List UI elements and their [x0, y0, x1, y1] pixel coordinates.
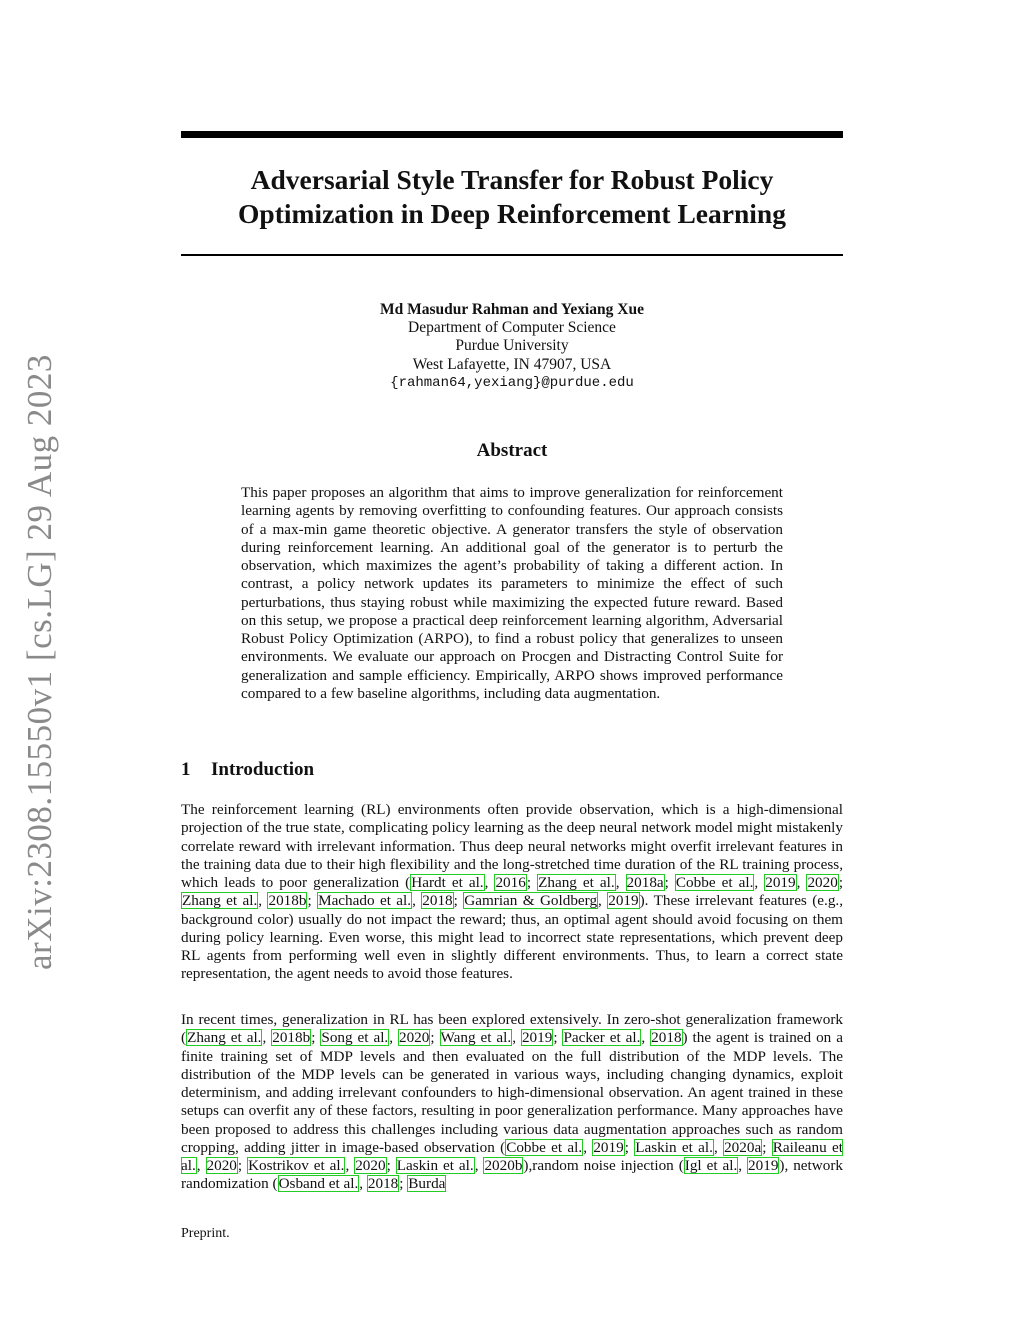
citation-link[interactable]: 2016 [495, 874, 526, 891]
text-run: ; [399, 1175, 408, 1193]
citation-link[interactable]: 2020 [355, 1157, 386, 1174]
section-number: 1 [181, 759, 191, 780]
text-run: ; [311, 1029, 321, 1047]
abstract-heading: Abstract [476, 440, 548, 461]
citation-link[interactable]: 2018 [651, 1029, 682, 1047]
text-run: , [474, 1157, 484, 1174]
citation-link[interactable]: Cobbe et al. [506, 1138, 583, 1156]
intro-paragraph-2 [181, 1011, 843, 1194]
citation-link[interactable]: 2020 [398, 1029, 430, 1047]
text-run: , [598, 892, 608, 910]
author-email: {rahman64,yexiang}@purdue.edu [390, 374, 634, 391]
text-run: ; [838, 874, 844, 891]
text-run: ; [453, 892, 464, 910]
text-run: , [359, 1175, 367, 1193]
abstract-text: This paper proposes an algorithm that aims to improve generalization for reinforcement learning agents by removing overfitting to confounding features. Our approach consists of a max-min game theoretic objective. A generator transfers the style of observation during reinforcement learning. An additional goal of the generator is to perturb the observation, which maximizes the agent’s probability of taking a different action. In contrast, a policy network updates its parameters to minimize the effect of such perturbations, thus staying robust while maximizing the expected future reward. Based on this setup, we propose a practical deep reinforcement learning algorithm, Adversarial Robust Policy Optimization (ARPO), to find a robust policy that generalizes to unseen environments. We evaluate our approach on Procgen and Distracting Control Suite for generalization and sample efficiency. Empirically, ARPO shows improved performance compared to a few baseline algorithms, including data augmentation. [241, 484, 783, 702]
text-run: , [484, 874, 495, 891]
citation-link[interactable]: 2019 [748, 1157, 779, 1174]
citation-link[interactable]: 2019 [521, 1029, 553, 1047]
text-run: ; [307, 892, 318, 910]
citation-link[interactable]: 2020 [206, 1157, 237, 1174]
text-run: , [738, 1157, 748, 1174]
author-address: West Lafayette, IN 47907, USA [412, 355, 612, 373]
intro-paragraph-1 [181, 801, 843, 984]
text-run: ). These irrelevant features (e.g., background color) usually do not impact the reward; thus, an optimal agent should avoid focusing on them during policy learning. Even worse, this might lead to incorrect state representations, which prevent deep RL agents from performing well even in slightly different environments. Thus, to learn a correct state representation, the agent needs to avoid those features. [181, 892, 844, 983]
citation-link[interactable]: 2018b [268, 892, 307, 910]
text-run: , [754, 874, 765, 891]
text-run: ; [553, 1029, 563, 1047]
citation-link[interactable]: Song et al. [321, 1029, 389, 1047]
text-run: ; [386, 1157, 396, 1174]
author-names: Md Masudur Rahman and Yexiang Xue [380, 301, 644, 318]
author-university: Purdue University [455, 337, 569, 355]
citation-link[interactable]: 2020 [807, 874, 838, 891]
citation-link[interactable]: 2018a [626, 874, 664, 891]
text-run: ; [664, 874, 675, 891]
text-run: ),random noise injection ( [523, 1157, 684, 1174]
text-run: , [196, 1157, 206, 1174]
citation-link[interactable]: Hardt et al. [411, 874, 484, 891]
title-line-2: Optimization in Deep Reinforcement Learning [238, 198, 786, 229]
citation-link[interactable]: 2020a [724, 1138, 762, 1156]
top-rule [181, 131, 843, 138]
text-run: , [641, 1029, 651, 1047]
citation-link[interactable]: 2020b [484, 1157, 523, 1174]
citation-link[interactable]: 2018 [367, 1175, 399, 1193]
footer-preprint: Preprint. [181, 1226, 230, 1241]
citation-link[interactable]: Burda [408, 1175, 446, 1193]
text-run: ; [430, 1029, 440, 1047]
text-run: In recent times, generalization in RL has been explored extensively. In zero-shot generalization framework ( [181, 1011, 843, 1047]
text-run: , [713, 1138, 724, 1156]
arxiv-identifier: arXiv:2308.15550v1 [cs.LG] 29 Aug 2023 [20, 354, 59, 970]
text-run: , [345, 1157, 355, 1174]
author-block [181, 301, 843, 392]
citation-link[interactable]: Zhang et al. [182, 892, 258, 910]
section-heading-introduction [181, 759, 314, 781]
citation-link[interactable]: Packer et al. [563, 1029, 641, 1047]
citation-link[interactable]: Cobbe et al. [675, 874, 754, 891]
citation-link[interactable]: 2019 [593, 1138, 624, 1156]
text-run: , [412, 892, 422, 910]
text-run: , [389, 1029, 398, 1047]
text-run: , [796, 874, 807, 891]
text-run: , [583, 1138, 593, 1156]
citation-link[interactable]: Laskin et al. [396, 1157, 474, 1174]
text-run: The reinforcement learning (RL) environments often provide observation, which is a high-dimensional projection of the true state, complicating policy learning as the deep neural network model might mistakenly correlate reward with irrelevant information. Thus deep neural networks might overfit irrelevant features in the training data due to their high flexibility and the long-stretched time duration of the RL training process, which leads to poor generalization ( [181, 801, 843, 891]
text-run: ), network randomization ( [181, 1157, 843, 1193]
citation-link[interactable]: Raileanu et al. [181, 1138, 844, 1174]
citation-link[interactable]: Zhang et al. [187, 1029, 262, 1047]
section-title: Introduction [211, 759, 315, 780]
text-run: , [262, 1029, 272, 1047]
text-run: ; [526, 874, 538, 891]
citation-link[interactable]: 2019 [608, 892, 639, 910]
paper-title [181, 163, 843, 231]
text-run: , [615, 874, 626, 891]
text-run: ; [237, 1157, 248, 1174]
text-run: ; [624, 1138, 635, 1156]
citation-link[interactable]: Zhang et al. [538, 874, 615, 891]
citation-link[interactable]: 2018 [422, 892, 453, 910]
text-run: ) the agent is trained on a finite training set of MDP levels and then evaluated on the full distribution of the MDP levels. The distribution of the MDP levels can be generated in various ways, including changing dynamics, exploit determinism, and adding irrelevant confounders to high-dimensional observation. An agent trained in these setups can overfit any of these factors, resulting in poor generalization performance. Many approaches have been proposed to address this challenges including various data augmentation approaches such as random cropping, adding jitter in image-based observation ( [181, 1029, 843, 1156]
citation-link[interactable]: Igl et al. [684, 1157, 738, 1174]
title-bottom-rule [181, 254, 843, 256]
text-run: , [512, 1029, 521, 1047]
citation-link[interactable]: Gamrian & Goldberg [464, 892, 598, 910]
citation-link[interactable]: Osband et al. [278, 1175, 359, 1193]
text-run: , [258, 892, 268, 910]
title-line-1: Adversarial Style Transfer for Robust Policy [250, 164, 774, 195]
citation-link[interactable]: Laskin et al. [635, 1138, 713, 1156]
author-department: Department of Computer Science [408, 319, 616, 337]
citation-link[interactable]: Wang et al. [440, 1029, 512, 1047]
citation-link[interactable]: 2019 [765, 874, 796, 891]
text-run: ; [762, 1138, 772, 1156]
citation-link[interactable]: Kostrikov et al. [248, 1157, 345, 1174]
citation-link[interactable]: Machado et al. [318, 892, 412, 910]
citation-link[interactable]: 2018b [272, 1029, 311, 1047]
